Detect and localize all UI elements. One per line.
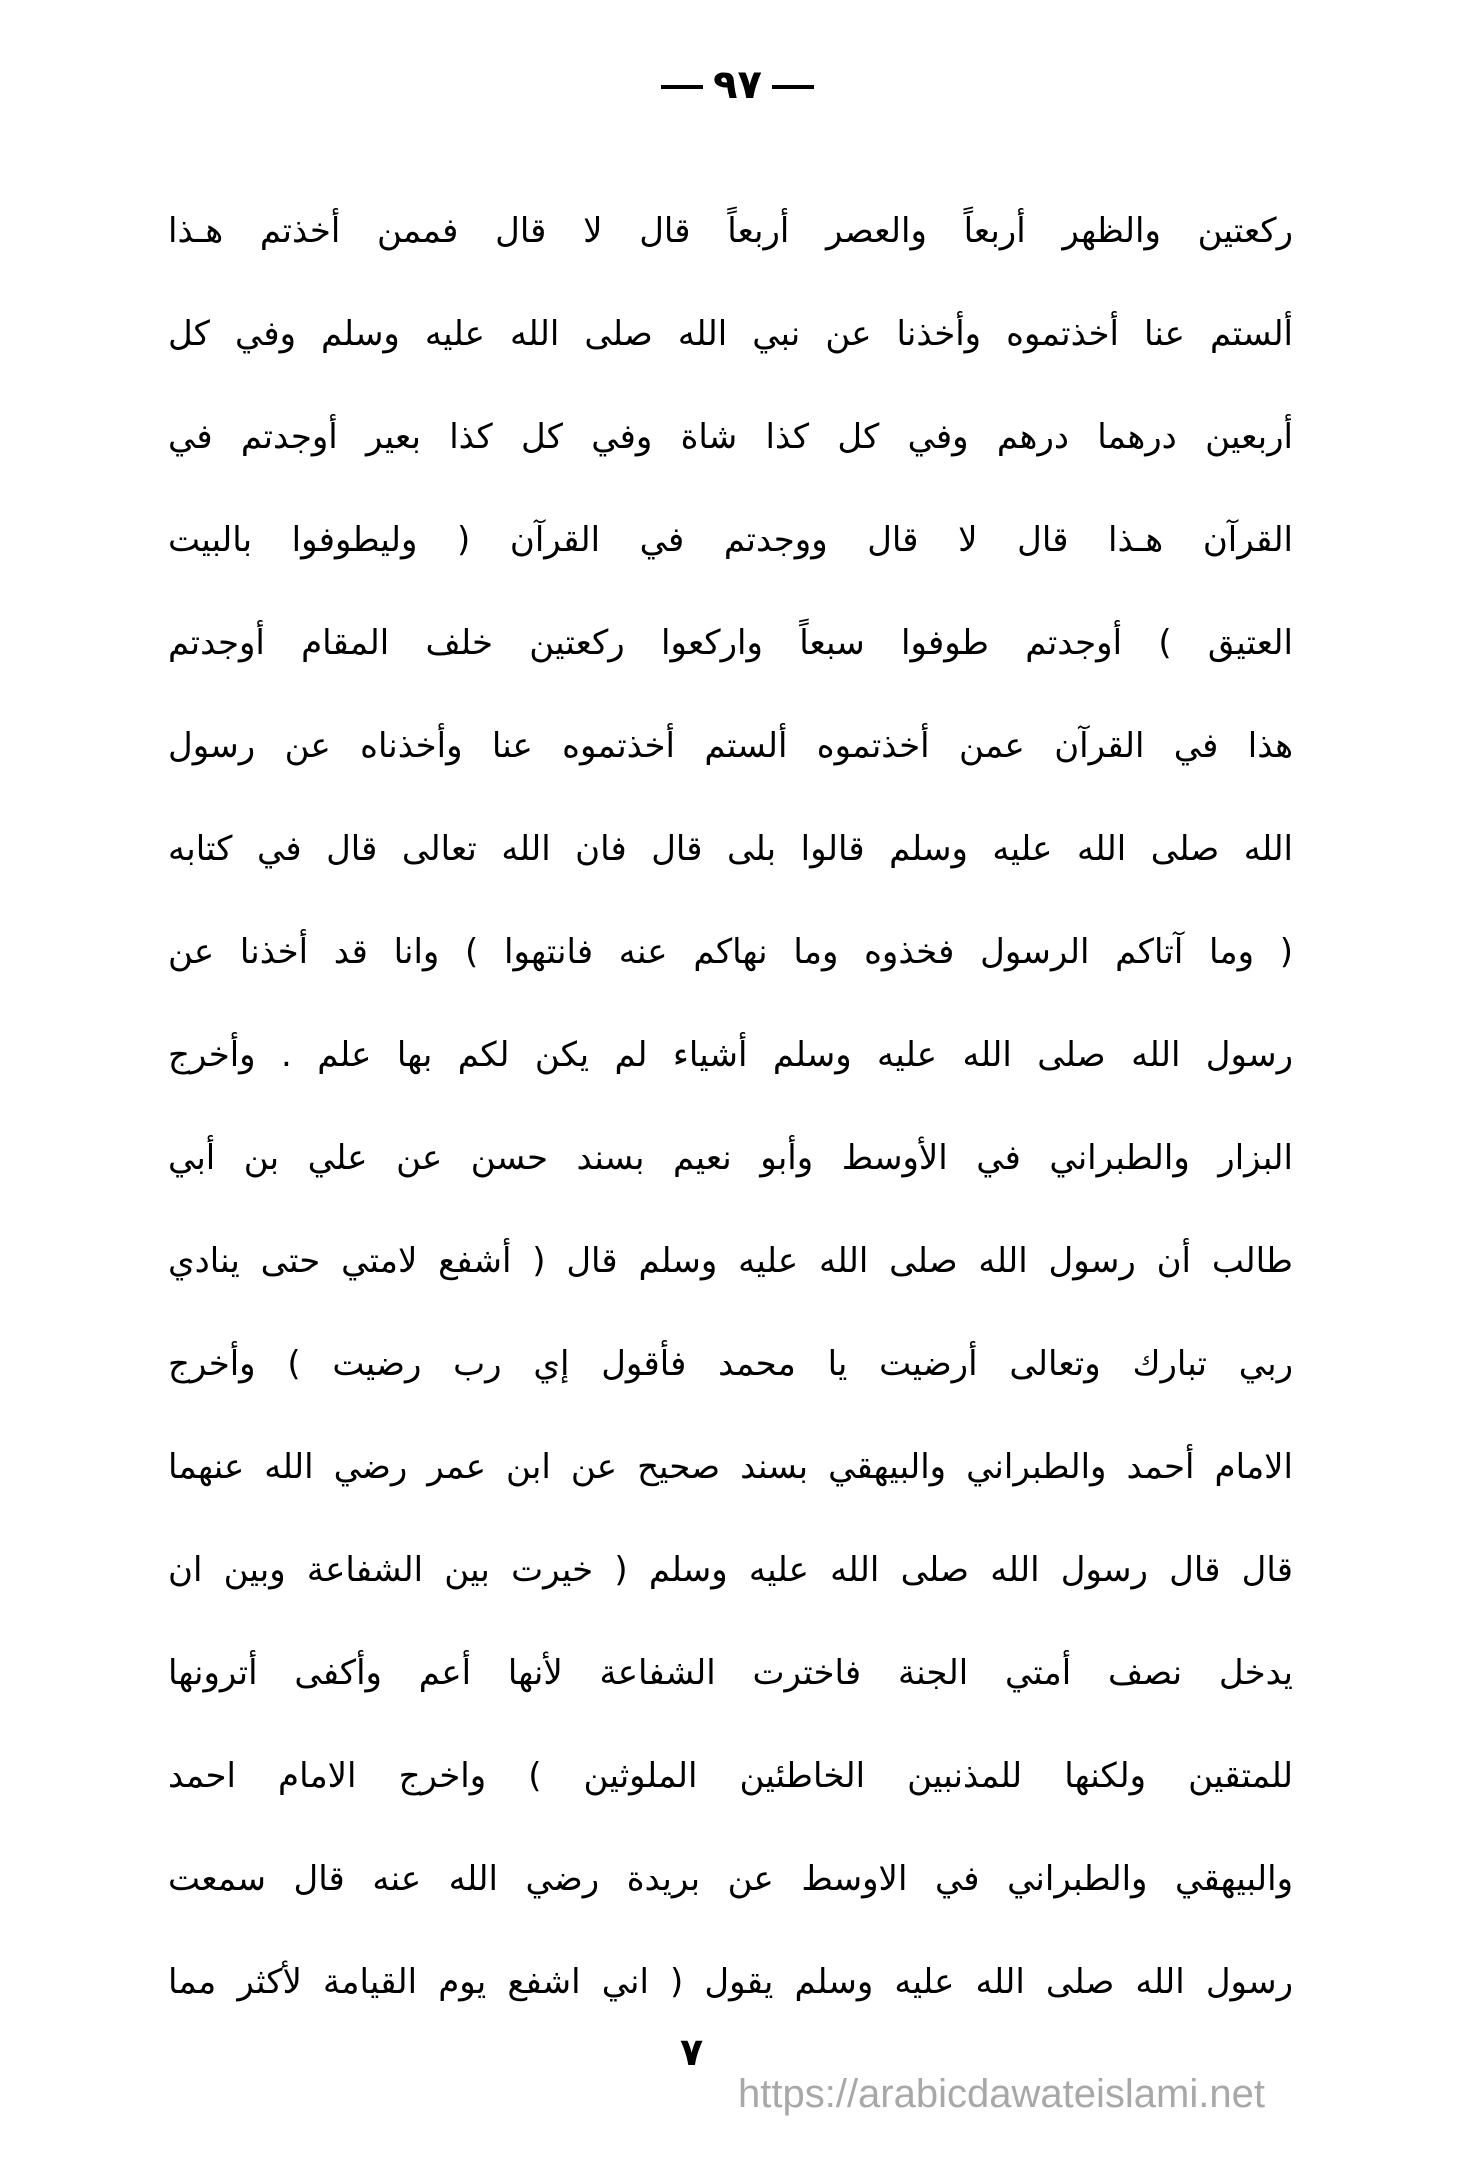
text-line: العتيق ) أوجدتم طوفوا سبعاً واركعوا ركعتين خلف المقام أوجدتم bbox=[168, 623, 1293, 663]
page-number bbox=[0, 62, 1475, 108]
watermark-url: https://arabicdawateislami.net bbox=[738, 2072, 1265, 2116]
text-line: للمتقين ولكنها للمذنبين الخاطئين الملوثين ) واخرج الامام احمد bbox=[168, 1756, 1293, 1796]
page-number-text: ٩٧ bbox=[713, 62, 762, 108]
text-line: قال قال رسول الله صلى الله عليه وسلم ( خيرت بين الشفاعة وبين ان bbox=[168, 1550, 1293, 1590]
text-line: رسول الله صلى الله عليه وسلم أشياء لم يكن لكم بها علم . وأخرج bbox=[168, 1035, 1293, 1075]
text-line: ربي تبارك وتعالى أرضيت يا محمد فأقول إي رب رضيت ) وأخرج bbox=[168, 1344, 1293, 1384]
text-line: القرآن هـذا قال لا قال ووجدتم في القرآن ( وليطوفوا بالبيت bbox=[168, 520, 1293, 560]
body-text bbox=[168, 180, 1293, 2034]
page-number-rule bbox=[772, 85, 814, 89]
text-line: ألستم عنا أخذتموه وأخذنا عن نبي الله صلى الله عليه وسلم وفي كل bbox=[168, 314, 1293, 354]
text-line: رسول الله صلى الله عليه وسلم يقول ( اني اشفع يوم القيامة لأكثر مما bbox=[168, 1962, 1293, 2002]
text-line: الله صلى الله عليه وسلم قالوا بلى قال فان الله تعالى قال في كتابه bbox=[168, 829, 1293, 869]
text-line: ( وما آتاكم الرسول فخذوه وما نهاكم عنه فانتهوا ) وانا قد أخذنا عن bbox=[168, 932, 1293, 972]
text-line: يدخل نصف أمتي الجنة فاخترت الشفاعة لأنها أعم وأكفى أترونها bbox=[168, 1653, 1293, 1693]
page-number-rule bbox=[661, 85, 703, 89]
text-line: ركعتين والظهر أربعاً والعصر أربعاً قال لا قال فممن أخذتم هـذا bbox=[168, 211, 1293, 251]
text-line: طالب أن رسول الله صلى الله عليه وسلم قال ( أشفع لامتي حتى ينادي bbox=[168, 1241, 1293, 1281]
text-line: والبيهقي والطبراني في الاوسط عن بريدة رضي الله عنه قال سمعت bbox=[168, 1859, 1293, 1899]
signature-mark: ٧ bbox=[680, 2030, 704, 2074]
text-line: البزار والطبراني في الأوسط وأبو نعيم بسند حسن عن علي بن أبي bbox=[168, 1138, 1293, 1178]
text-line: أربعين درهما درهم وفي كل كذا شاة وفي كل كذا بعير أوجدتم في bbox=[168, 417, 1293, 457]
text-line: هذا في القرآن عمن أخذتموه ألستم أخذتموه عنا وأخذناه عن رسول bbox=[168, 726, 1293, 766]
text-line: الامام أحمد والطبراني والبيهقي بسند صحيح عن ابن عمر رضي الله عنهما bbox=[168, 1447, 1293, 1487]
